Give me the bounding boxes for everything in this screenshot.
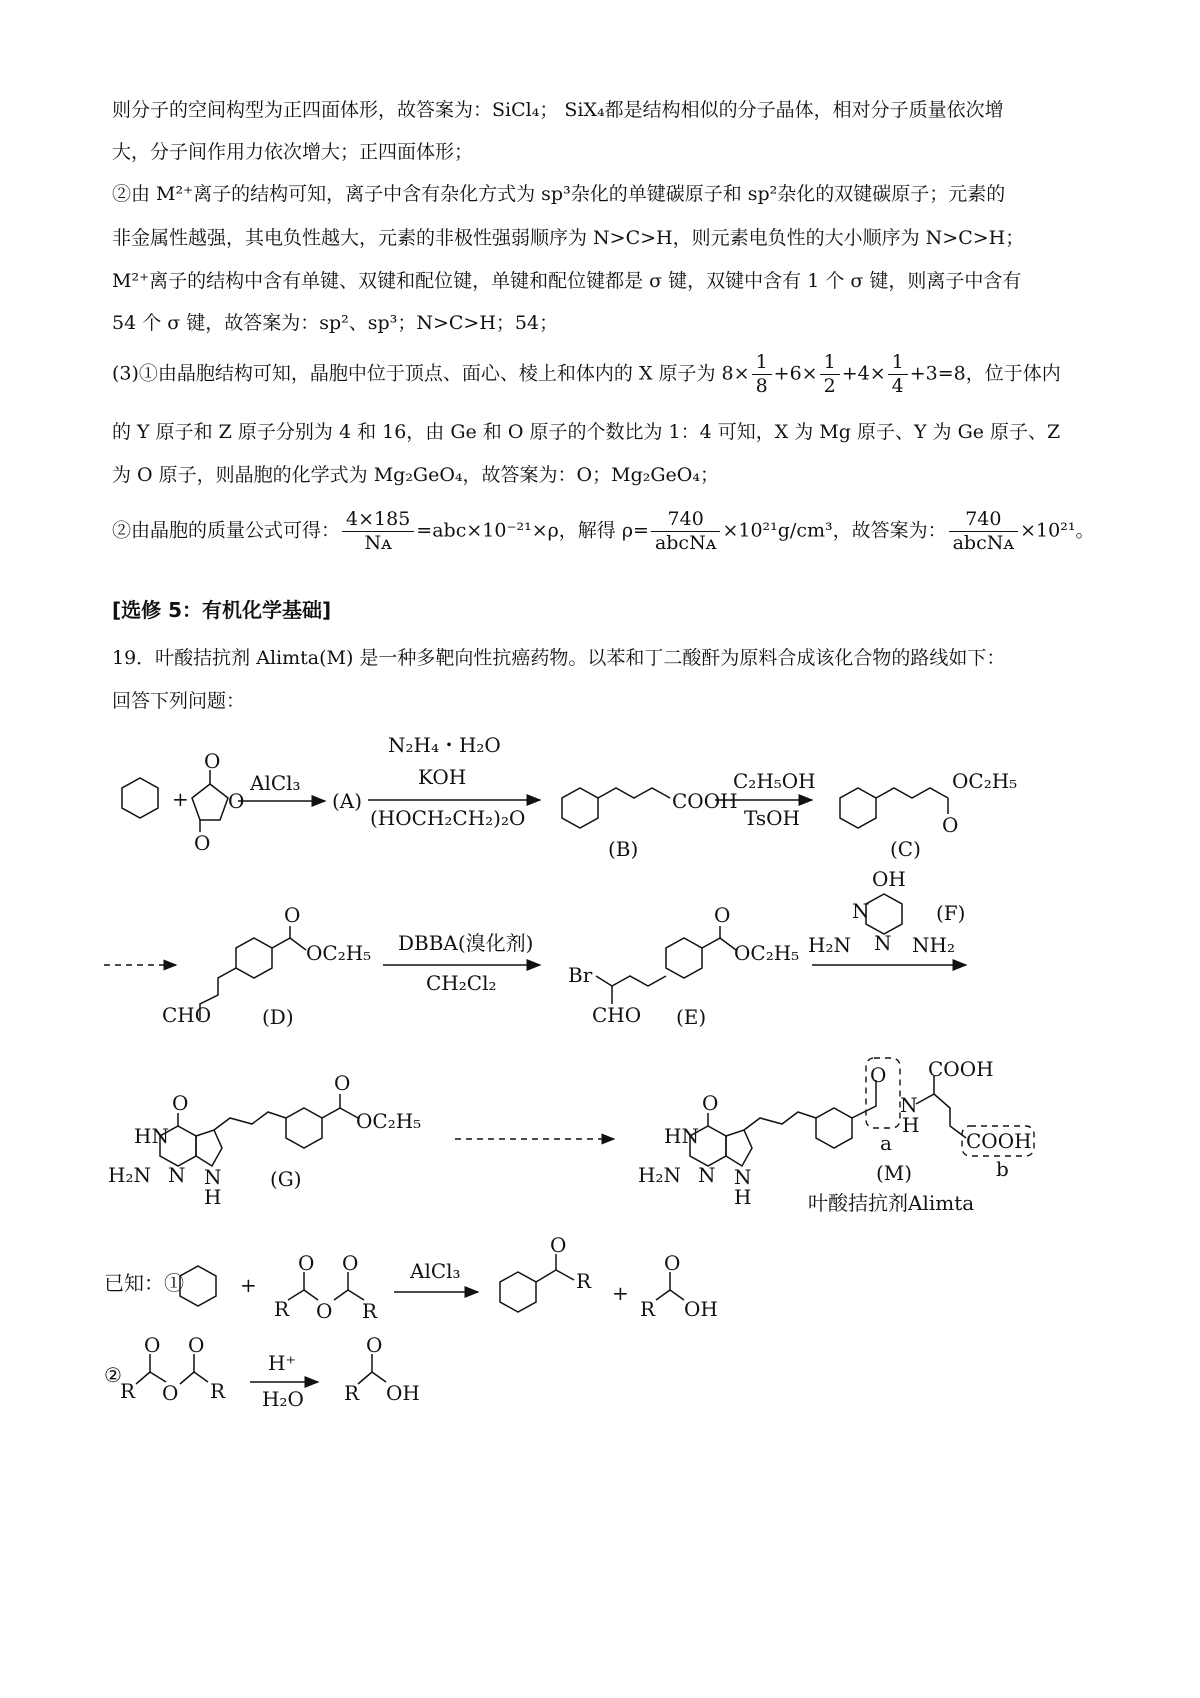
plus-sign: + (240, 1273, 257, 1297)
atom-hn: HN (664, 1124, 699, 1148)
text-line-8: 为 O 原子，则晶胞的化学式为 Mg₂GeO₄，故答案为：O；Mg₂GeO₄； (112, 464, 719, 486)
plus-sign: + (612, 1281, 629, 1305)
label-A: (A) (332, 789, 363, 813)
atom-o: O (172, 1091, 189, 1115)
frac-den: Nᴀ (364, 532, 392, 554)
text-line-6: 54 个 σ 键，故答案为：sp²、sp³；N>C>H；54； (112, 312, 559, 334)
line12-post: ×10²¹。 (1020, 519, 1095, 542)
line9-mid2: +4× (841, 362, 886, 385)
reagent-koh: KOH (418, 765, 467, 789)
label-a: a (880, 1131, 892, 1155)
group-nh2: NH₂ (912, 933, 955, 957)
reagent-tsoh: TsOH (744, 806, 800, 830)
group-oc2h5: OC₂H₅ (306, 941, 372, 965)
atom-o: O (228, 789, 245, 813)
atom-o: O (942, 813, 959, 837)
frac-den: 8 (755, 375, 768, 397)
atom-r: R (120, 1379, 136, 1403)
reagent-water: H₂O (262, 1387, 304, 1411)
atom-br: Br (568, 963, 593, 987)
group-cooh: COOH (966, 1129, 1032, 1153)
text-line-3: ②由 M²⁺离子的结构可知，离子中含有杂化方式为 sp³杂化的单键碳原子和 sp²杂化的双键碳原子；元素的 (112, 183, 1006, 205)
atom-r: R (576, 1269, 592, 1293)
group-oh: OH (872, 867, 906, 891)
atom-hn: HN (134, 1124, 169, 1148)
atom-h: H (902, 1113, 920, 1137)
reagent-alcl3: AlCl₃ (410, 1259, 461, 1283)
acid-anhydride-2 (120, 1333, 226, 1405)
frac-den: abcNᴀ (952, 532, 1015, 554)
label-b: b (996, 1157, 1009, 1181)
group-oc2h5: OC₂H₅ (734, 941, 800, 965)
atom-o: O (194, 831, 211, 855)
reagent-hydrazine: N₂H₄・H₂O (388, 733, 501, 757)
atom-o: O (664, 1251, 681, 1275)
compound-D (162, 903, 371, 1029)
atom-nh: N (734, 1165, 752, 1189)
text-line-4: 非金属性越强，其电负性越大，元素的非极性强弱顺序为 N>C>H，则元素电负性的大小顺序为 N>C>H； (112, 227, 1025, 249)
question-19: 19．叶酸拮抗剂 Alimta(M) 是一种多靶向性抗癌药物。以苯和丁二酸酐为原料合成该化合物的路线如下： (112, 647, 1006, 669)
label-E: (E) (676, 1005, 707, 1029)
atom-o: O (188, 1333, 205, 1357)
atom-o: O (366, 1333, 383, 1357)
atom-o: O (870, 1063, 887, 1087)
line12-mid2: ×10²¹g/cm³，故答案为： (722, 519, 947, 542)
atom-o: O (144, 1333, 161, 1357)
atom-o: O (162, 1381, 179, 1405)
atom-n: N (852, 899, 870, 923)
compound-G (108, 1071, 421, 1209)
atom-o: O (284, 903, 301, 927)
reagent-ch2cl2: CH₂Cl₂ (426, 971, 497, 995)
reagent-dbba: DBBA(溴化剂) (398, 931, 534, 955)
group-h2n: H₂N (808, 933, 851, 957)
reagent-ethanol: C₂H₅OH (733, 769, 816, 793)
reagent-alcl3: AlCl₃ (250, 771, 301, 795)
reagent-acid: H⁺ (268, 1351, 296, 1375)
atom-n: N (900, 1093, 918, 1117)
label-C: (C) (890, 837, 921, 861)
benzene-ring (122, 778, 158, 818)
atom-h: H (734, 1185, 752, 1209)
label-D: (D) (262, 1005, 294, 1029)
atom-o: O (714, 903, 731, 927)
line9-mid1: +6× (773, 362, 818, 385)
line9-pre: (3)①由晶胞结构可知，晶胞中位于顶点、面心、棱上和体内的 X 原子为 8× (112, 362, 750, 385)
compound-B (562, 788, 738, 861)
atom-n: N (168, 1163, 186, 1187)
compound-M (638, 1057, 1034, 1215)
known-label-2: ② (104, 1363, 122, 1387)
frac-num: 740 (651, 510, 721, 532)
text-line-2: 大，分子间作用力依次增大；正四面体形； (112, 141, 474, 163)
frac-num: 1 (752, 353, 772, 375)
atom-r: R (274, 1297, 290, 1321)
compound-F (808, 867, 965, 957)
label-B: (B) (608, 837, 639, 861)
text-line-5: M²⁺离子的结构中含有单键、双键和配位键，单键和配位键都是 σ 键，双键中含有 1 个 σ 键，则离子中含有 (112, 270, 1022, 292)
text-line-7: 的 Y 原子和 Z 原子分别为 4 和 16，由 Ge 和 O 原子的个数比为 1：4 可知，X 为 Mg 原子、Y 为 Ge 原子、Z (112, 421, 1061, 443)
frac-num: 1 (820, 353, 840, 375)
group-oh: OH (386, 1381, 420, 1405)
frac-num: 1 (888, 353, 908, 375)
atom-r: R (640, 1297, 656, 1321)
atom-nh: N (204, 1165, 222, 1189)
atom-r: R (210, 1379, 226, 1403)
group-cooh: COOH (928, 1057, 994, 1081)
frac-num: 4×185 (342, 510, 414, 532)
label-M: (M) (876, 1161, 913, 1185)
atom-h: H (204, 1185, 222, 1209)
atom-r: R (344, 1381, 360, 1405)
atom-o: O (204, 749, 221, 773)
acid-anhydride (274, 1251, 378, 1323)
question-prompt: 回答下列问题： (112, 690, 246, 712)
line12-pre: ②由晶胞的质量公式可得： (112, 519, 341, 542)
frac-den: 4 (891, 375, 904, 397)
compound-E (568, 903, 799, 1029)
group-h2n: H₂N (638, 1163, 681, 1187)
group-cooh: COOH (672, 789, 738, 813)
atom-o: O (342, 1251, 359, 1275)
group-cho: CHO (592, 1003, 642, 1027)
plus-sign: + (172, 787, 189, 811)
aryl-ketone (500, 1233, 592, 1312)
group-oc2h5: OC₂H₅ (952, 769, 1018, 793)
frac-den: abcNᴀ (654, 532, 717, 554)
carboxylic-acid (640, 1251, 718, 1321)
section-heading: [选修 5：有机化学基础] (112, 598, 332, 622)
label-G: (G) (270, 1167, 302, 1191)
group-oh: OH (684, 1297, 718, 1321)
atom-n: N (874, 931, 892, 955)
benzene-ring (180, 1266, 216, 1306)
line9-post: +3=8，位于体内 (909, 362, 1061, 385)
succinic-anhydride (192, 749, 244, 855)
atom-n: N (698, 1163, 716, 1187)
frac-den: 2 (823, 375, 836, 397)
text-line-1: 则分子的空间构型为正四面体形，故答案为：SiCl₄； SiX₄都是结构相似的分子晶体，相对分子质量依次增 (112, 99, 1004, 121)
line12-mid1: =abc×10⁻²¹×ρ，解得 ρ= (416, 519, 649, 542)
known-label-1: 已知：① (104, 1271, 184, 1295)
label-F: (F) (936, 901, 966, 925)
atom-o: O (702, 1091, 719, 1115)
reagent-glycol: (HOCH₂CH₂)₂O (370, 806, 526, 830)
group-h2n: H₂N (108, 1163, 151, 1187)
atom-o: O (334, 1071, 351, 1095)
atom-r: R (362, 1299, 378, 1323)
carboxylic-acid-2 (344, 1333, 420, 1405)
compound-C (840, 769, 1017, 861)
atom-o: O (316, 1299, 333, 1323)
atom-o: O (550, 1233, 567, 1257)
atom-o: O (298, 1251, 315, 1275)
group-oc2h5: OC₂H₅ (356, 1109, 422, 1133)
group-cho: CHO (162, 1003, 212, 1027)
frac-num: 740 (949, 510, 1019, 532)
compound-name-alimta: 叶酸拮抗剂Alimta (808, 1191, 975, 1215)
